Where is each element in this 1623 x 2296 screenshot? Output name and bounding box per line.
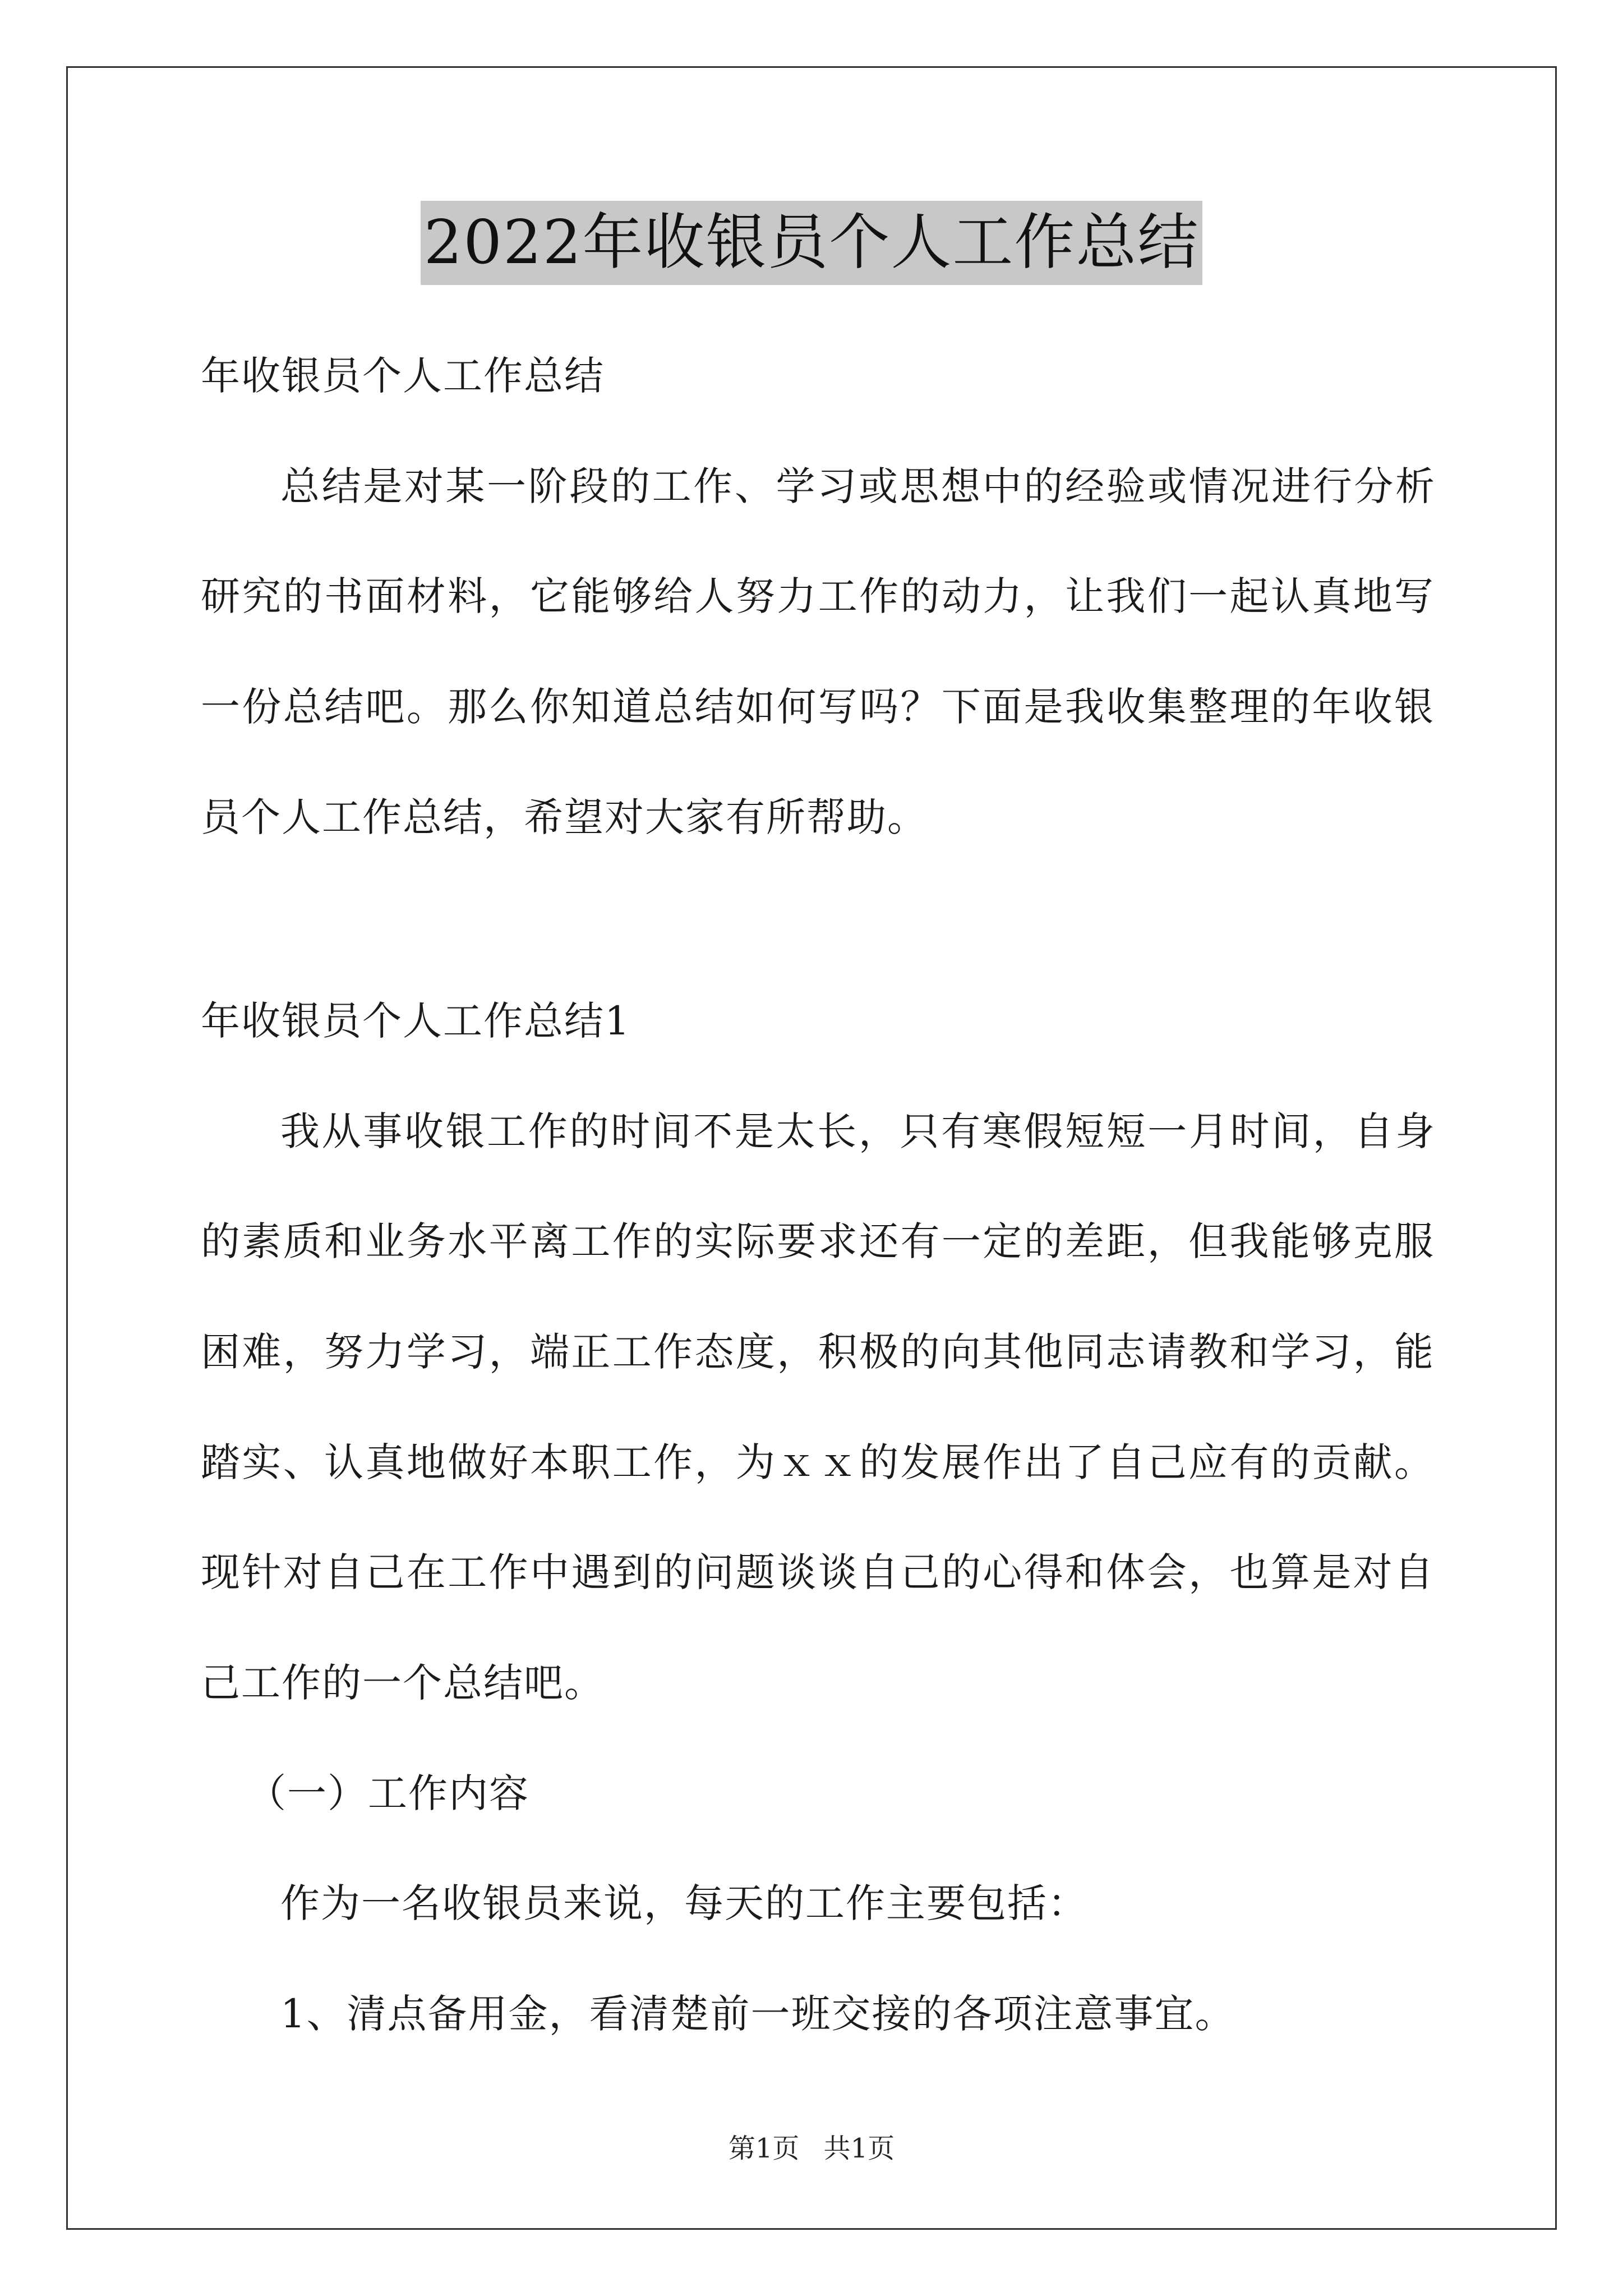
paragraph-line: 员个人工作总结，希望对大家有所帮助。 — [201, 794, 928, 840]
subtitle-line: 年收银员个人工作总结 — [201, 353, 605, 399]
paragraph-line: 我从事收银工作的时间不是太长，只有寒假短短一月时间，自身 — [280, 1108, 1436, 1154]
title-container — [0, 201, 1623, 285]
subsection-heading: （一）工作内容 — [247, 1770, 529, 1816]
section-heading: 年收银员个人工作总结1 — [201, 998, 631, 1044]
paragraph-line: 的素质和业务水平离工作的实际要求还有一定的差距，但我能够克服 — [201, 1218, 1435, 1264]
document-title: 2022年收银员个人工作总结 — [421, 201, 1203, 285]
page-number-current: 第1页 — [728, 2133, 800, 2164]
paragraph-line: 一份总结吧。那么你知道总结如何写吗？下面是我收集整理的年收银 — [201, 684, 1435, 730]
paragraph-line: 总结是对某一阶段的工作、学习或思想中的经验或情况进行分析 — [280, 463, 1436, 509]
paragraph-line: 踏实、认真地做好本职工作，为ｘｘ的发展作出了自己应有的贡献。 — [201, 1439, 1435, 1485]
list-item: 1、清点备用金，看清楚前一班交接的各项注意事宜。 — [280, 1991, 1235, 2037]
paragraph-line: 作为一名收银员来说，每天的工作主要包括： — [280, 1880, 1088, 1926]
paragraph-line: 研究的书面材料，它能够给人努力工作的动力，让我们一起认真地写 — [201, 573, 1435, 619]
paragraph-line: 困难，努力学习，端正工作态度，积极的向其他同志请教和学习，能 — [201, 1329, 1435, 1375]
paragraph-line: 现针对自己在工作中遇到的问题谈谈自己的心得和体会，也算是对自 — [201, 1549, 1435, 1595]
paragraph-line: 己工作的一个总结吧。 — [201, 1660, 605, 1706]
page-footer — [0, 2132, 1623, 2165]
page-number-total: 共1页 — [823, 2133, 895, 2164]
